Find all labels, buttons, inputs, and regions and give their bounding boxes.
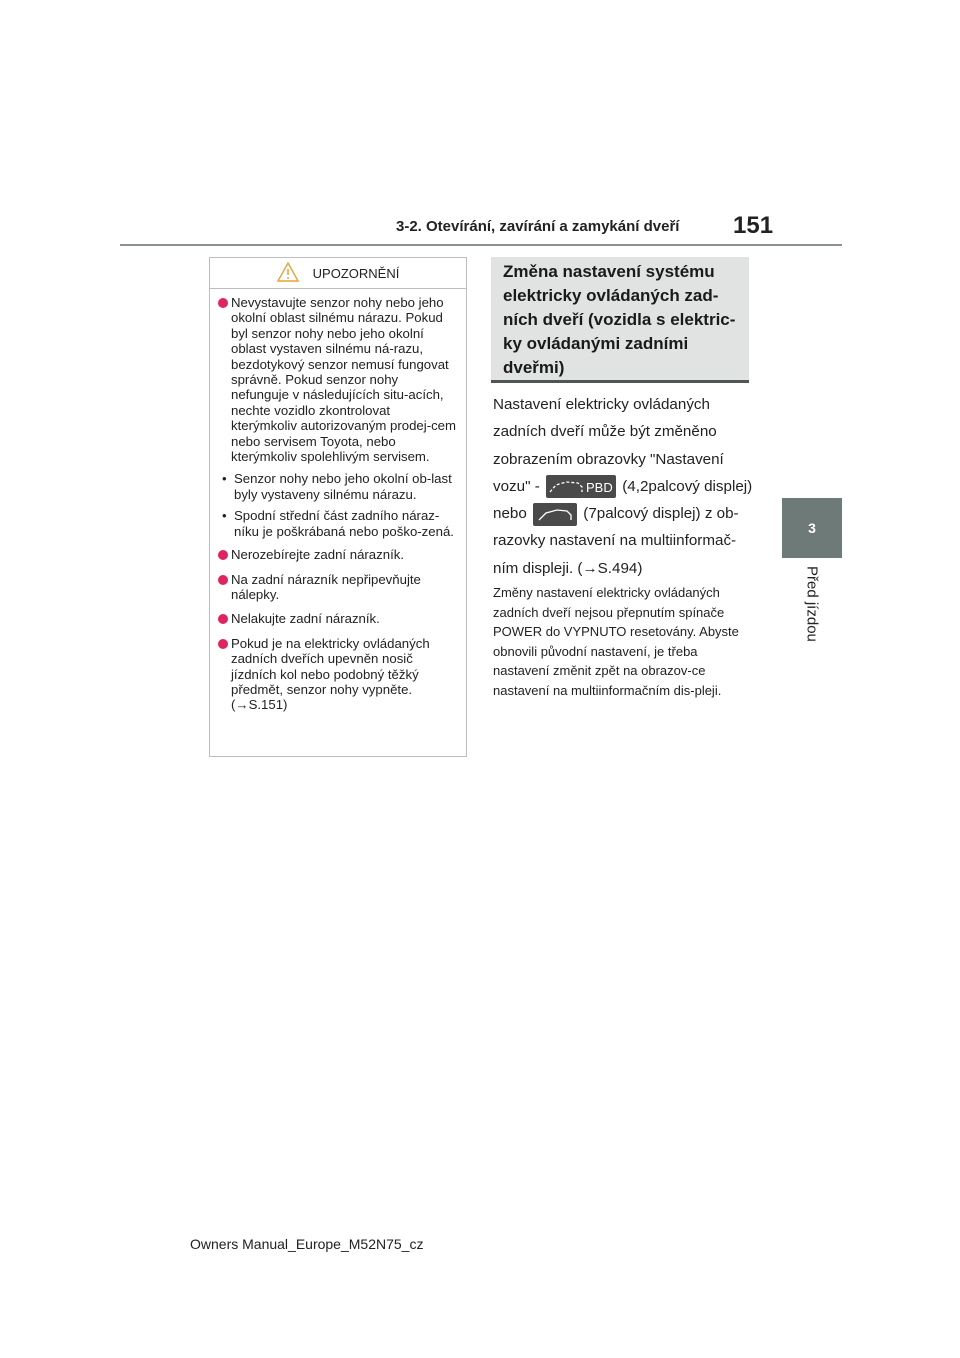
bullet-dot-icon [218,298,228,308]
page-number: 151 [733,212,774,239]
body-text-part3: (7palcový displej) z ob-razovky nastavení na multiinformač-ním displeji. (→S.494) [493,505,739,577]
section-heading: Změna nastavení systému elektricky ovládaných zad-ních dveří (vozidla s elektric-ky ovládanými zadními dveřmi) [491,257,749,383]
bullet-icon: • [222,508,227,524]
chapter-tab: 3 [782,498,842,558]
warning-item [218,547,458,562]
warning-subitem [222,508,458,539]
warning-item [218,636,458,713]
warning-item [218,572,458,603]
car-icon [533,503,577,526]
warning-subitem-text: Senzor nohy nebo jeho okolní ob-last byly vystaveny silnému nárazu. [234,471,452,502]
car-pbd-icon [546,475,616,498]
warning-header [210,258,466,289]
warning-item [218,611,458,626]
body-text-part2: (4,2palcový displej) nebo [493,477,753,523]
warning-item-text: Nerozebírejte zadní nárazník. [231,547,404,563]
warning-item-text: Nevystavujte senzor nohy nebo jeho okolní oblast silnému nárazu. Pokud byl senzor nohy nebo jeho okolní oblast vystaven silnému ná-razu, bezdotykový senzor nemusí fungovat správně. Pokud senzor nohy nefunguje v následujících situ-acích, nechte vozidlo zkontrolovat kterýmkoliv autorizovaným prodej-cem nebo servisem Toyota, nebo kterýmkoliv spolehlivým servisem. [231,295,456,465]
bullet-dot-icon [218,575,228,585]
bullet-dot-icon [218,614,228,624]
warning-heading: UPOZORNĚNÍ [312,265,400,281]
header-divider [120,244,842,246]
note-text: Změny nastavení elektricky ovládaných zadních dveří nejsou přepnutím spínače POWER do VYPNUTO resetovány. Abyste obnovili původní nastavení, je třeba nastavení změnit zpět na obrazov-ce nastavení na multiinformačním dis-pleji. [493,585,739,698]
warning-triangle-icon [277,262,299,285]
warning-item-text: Nelakujte zadní nárazník. [231,611,380,627]
chapter-label [782,566,842,656]
warning-box [209,257,467,757]
warning-item [218,295,458,464]
warning-subitem-text: Spodní střední část zadního náraz-níku je poškrábaná nebo poško-zená. [234,508,454,539]
warning-item-text: Pokud je na elektricky ovládaných zadních dveřích upevněn nosič jízdních kol nebo podobný těžký předmět, senzor nohy vypněte. (→S.151) [231,635,430,713]
warning-body [210,289,466,713]
section-body [493,391,755,582]
body-text-part1: Nastavení elektricky ovládaných zadních dveří může být změněno zobrazením obrazovky "Nastavení vozu" - [493,396,724,495]
footer-text: Owners Manual_Europe_M52N75_cz [190,1236,424,1252]
bullet-dot-icon [218,550,228,560]
car-icon-label: PBD [585,480,613,496]
warning-item-text: Na zadní nárazník nepřipevňujte nálepky. [231,571,421,602]
warning-subitem [222,471,458,502]
bullet-dot-icon [218,639,228,649]
section-title: 3-2. Otevírání, zavírání a zamykání dveří [396,218,680,235]
chapter-label-text: Před jízdou [803,566,821,642]
bullet-icon: • [222,471,227,487]
